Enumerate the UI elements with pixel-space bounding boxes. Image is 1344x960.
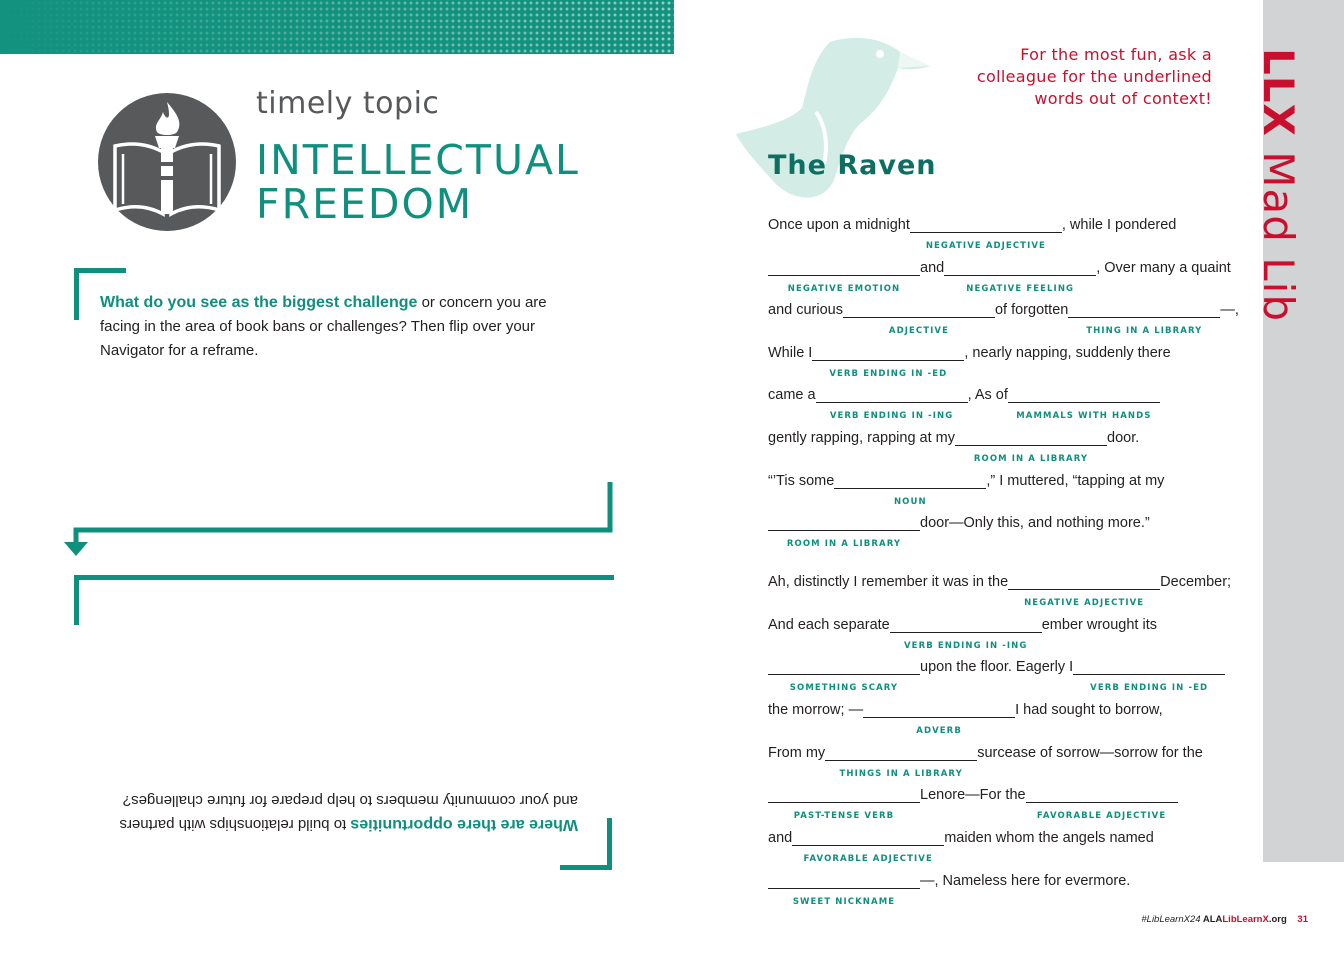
madlib-blank[interactable] (843, 300, 995, 336)
prompt-question (100, 291, 590, 363)
flip-arrow-icon (60, 482, 616, 562)
madlib-blank[interactable] (910, 215, 1062, 251)
madlib-text: and (920, 260, 945, 276)
madlib-blank-hint: SOMETHING SCARY (789, 683, 899, 693)
madlib-text: the morrow; — (768, 702, 864, 718)
madlib-blank-hint: ROOM IN A LIBRARY (786, 539, 902, 549)
madlib-line (768, 785, 1178, 821)
section-divider-edge (74, 575, 79, 625)
madlib-line (768, 572, 1232, 608)
topic-title: INTELLECTUAL FREEDOM (256, 136, 580, 228)
madlib-blank[interactable] (834, 471, 986, 507)
madlib-blank[interactable] (825, 743, 977, 779)
madlib-text: gently rapping, rapping at my (768, 430, 955, 446)
madlib-blank[interactable] (863, 700, 1015, 736)
madlib-line (768, 258, 1231, 294)
madlib-title: The Raven (768, 150, 937, 181)
madlib-line (768, 657, 1225, 693)
madlib-blank-hint: ADVERB (916, 726, 962, 736)
flipped-question-text: to build relationships with partners and your community members to help prepare for future challenges? (119, 792, 578, 833)
madlib-blank-hint: ADJECTIVE (888, 326, 950, 336)
madlib-text: “’Tis some (768, 473, 835, 489)
madlib-line (768, 428, 1140, 464)
madlib-blank[interactable] (1008, 572, 1160, 608)
madlib-text: surcease of sorrow—sorrow for the (977, 745, 1203, 761)
madlib-line (768, 615, 1157, 651)
tip-line: For the most fun, ask a (1020, 45, 1212, 64)
madlib-blank-hint: NEGATIVE ADJECTIVE (1024, 598, 1145, 608)
madlib-line (768, 743, 1203, 779)
madlib-text: of forgotten (994, 302, 1069, 318)
madlib-blank-hint: PAST-TENSE VERB (793, 811, 895, 821)
vertical-title-bold: LLX (1254, 48, 1303, 137)
madlib-line (768, 700, 1163, 736)
madlib-blank[interactable] (955, 428, 1107, 464)
madlib-blank-hint: MAMMALS WITH HANDS (1016, 411, 1152, 421)
madlib-blank[interactable] (816, 385, 968, 421)
madlib-blank-hint: VERB ENDING IN -ING (829, 411, 954, 421)
madlib-blank[interactable] (1008, 385, 1160, 421)
madlib-line (768, 343, 1171, 379)
madlib-blank[interactable] (812, 343, 964, 379)
madlib-text: While I (768, 345, 813, 361)
madlib-line (768, 215, 1177, 251)
footer-site[interactable] (1203, 914, 1287, 925)
madlib-text: Lenore—For the (920, 787, 1026, 803)
madlib-text: , nearly napping, suddenly there (964, 345, 1171, 361)
madlib-blank[interactable] (944, 258, 1096, 294)
madlib-blank[interactable] (768, 657, 920, 693)
madlib-text: upon the floor. Eagerly I (920, 659, 1074, 675)
footer-site-prefix: ALA (1202, 914, 1223, 925)
madlib-blank[interactable] (768, 785, 920, 821)
prompt-question-bold: What do you see as the biggest challenge (100, 294, 418, 311)
section-divider (74, 575, 614, 580)
madlib-blank[interactable] (1026, 785, 1178, 821)
madlib-line (768, 385, 1160, 421)
madlib-text: and curious (768, 302, 843, 318)
footer-site-brand: LibLearnX (1222, 914, 1269, 925)
madlib-blank-hint: ROOM IN A LIBRARY (973, 454, 1089, 464)
tip-line: words out of context! (1034, 89, 1212, 108)
madlib-line (768, 513, 1150, 549)
tip-line: colleague for the underlined (976, 67, 1212, 86)
madlib-text: I had sought to borrow, (1015, 702, 1163, 718)
flipped-question-bold: Where are there opportunities (350, 816, 578, 833)
kicker-label: timely topic (256, 86, 440, 121)
madlib-blank-hint: NOUN (893, 497, 927, 507)
madlib-text: —, (1220, 302, 1239, 318)
madlib-blank[interactable] (768, 258, 920, 294)
madlib-blank-hint: VERB ENDING IN -ED (1090, 683, 1209, 693)
madlib-blank-hint: SWEET NICKNAME (792, 897, 896, 907)
vertical-title-rest: Mad Lib (1254, 136, 1303, 322)
madlib-text: And each separate (768, 617, 890, 633)
madlib-blank[interactable] (1073, 657, 1225, 693)
madlib-line (768, 471, 1165, 507)
madlib-blank-hint: THINGS IN A LIBRARY (839, 769, 963, 779)
madlib-text: came a (768, 387, 816, 403)
madlib-text: , As of (967, 387, 1008, 403)
madlib-line (768, 300, 1239, 336)
flipped-question (100, 788, 578, 836)
madlib-text: , while I pondered (1061, 217, 1177, 233)
madlib-blank-hint: NEGATIVE ADJECTIVE (925, 241, 1046, 251)
madlib-text: , Over many a quaint (1096, 260, 1231, 276)
tip-text (940, 44, 1212, 110)
madlib-text: door. (1107, 430, 1140, 446)
madlib-blank[interactable] (768, 871, 920, 907)
madlib-blank[interactable] (768, 513, 920, 549)
madlib-text: Ah, distinctly I remember it was in the (768, 574, 1009, 590)
madlib-text: From my (768, 745, 826, 761)
madlib-blank[interactable] (890, 615, 1042, 651)
page-number: 31 (1297, 914, 1308, 925)
madlib-line (768, 828, 1154, 864)
madlib-blank-hint: NEGATIVE EMOTION (787, 284, 901, 294)
madlib-text: ,” I muttered, “tapping at my (986, 473, 1165, 489)
madlib-blank-hint: VERB ENDING IN -ING (903, 641, 1028, 651)
halftone-banner (0, 0, 674, 54)
madlib-blank-hint: THING IN A LIBRARY (1086, 326, 1203, 336)
madlib-text: Once upon a midnight (768, 217, 910, 233)
madlib-line (768, 871, 1131, 907)
vertical-title (1254, 48, 1303, 322)
madlib-blank-hint: VERB ENDING IN -ED (829, 369, 948, 379)
madlib-blank[interactable] (792, 828, 944, 864)
madlib-text: and (768, 830, 793, 846)
footer-site-suffix: .org (1268, 914, 1287, 925)
madlib-text: December; (1160, 574, 1232, 590)
torch-book-icon (97, 92, 237, 232)
madlib-blank-hint: FAVORABLE ADJECTIVE (1036, 811, 1167, 821)
page-footer (1141, 914, 1308, 925)
footer-hashtag: #LibLearnX24 (1141, 914, 1201, 925)
madlib-blank-hint: FAVORABLE ADJECTIVE (803, 854, 933, 864)
madlib-blank-hint: NEGATIVE FEELING (966, 284, 1075, 294)
madlib-text: maiden whom the angels named (944, 830, 1154, 846)
madlib-text: ember wrought its (1041, 617, 1157, 633)
corner-bracket-bottom (560, 818, 612, 870)
prompt-question-text: or concern you are facing in the area of book bans or challenges? Then flip over your Navigator for a reframe. (100, 294, 547, 359)
madlib-blank[interactable] (1068, 300, 1220, 336)
madlib-text: —, Nameless here for evermore. (920, 873, 1131, 889)
madlib-text: door—Only this, and nothing more.” (920, 515, 1150, 531)
